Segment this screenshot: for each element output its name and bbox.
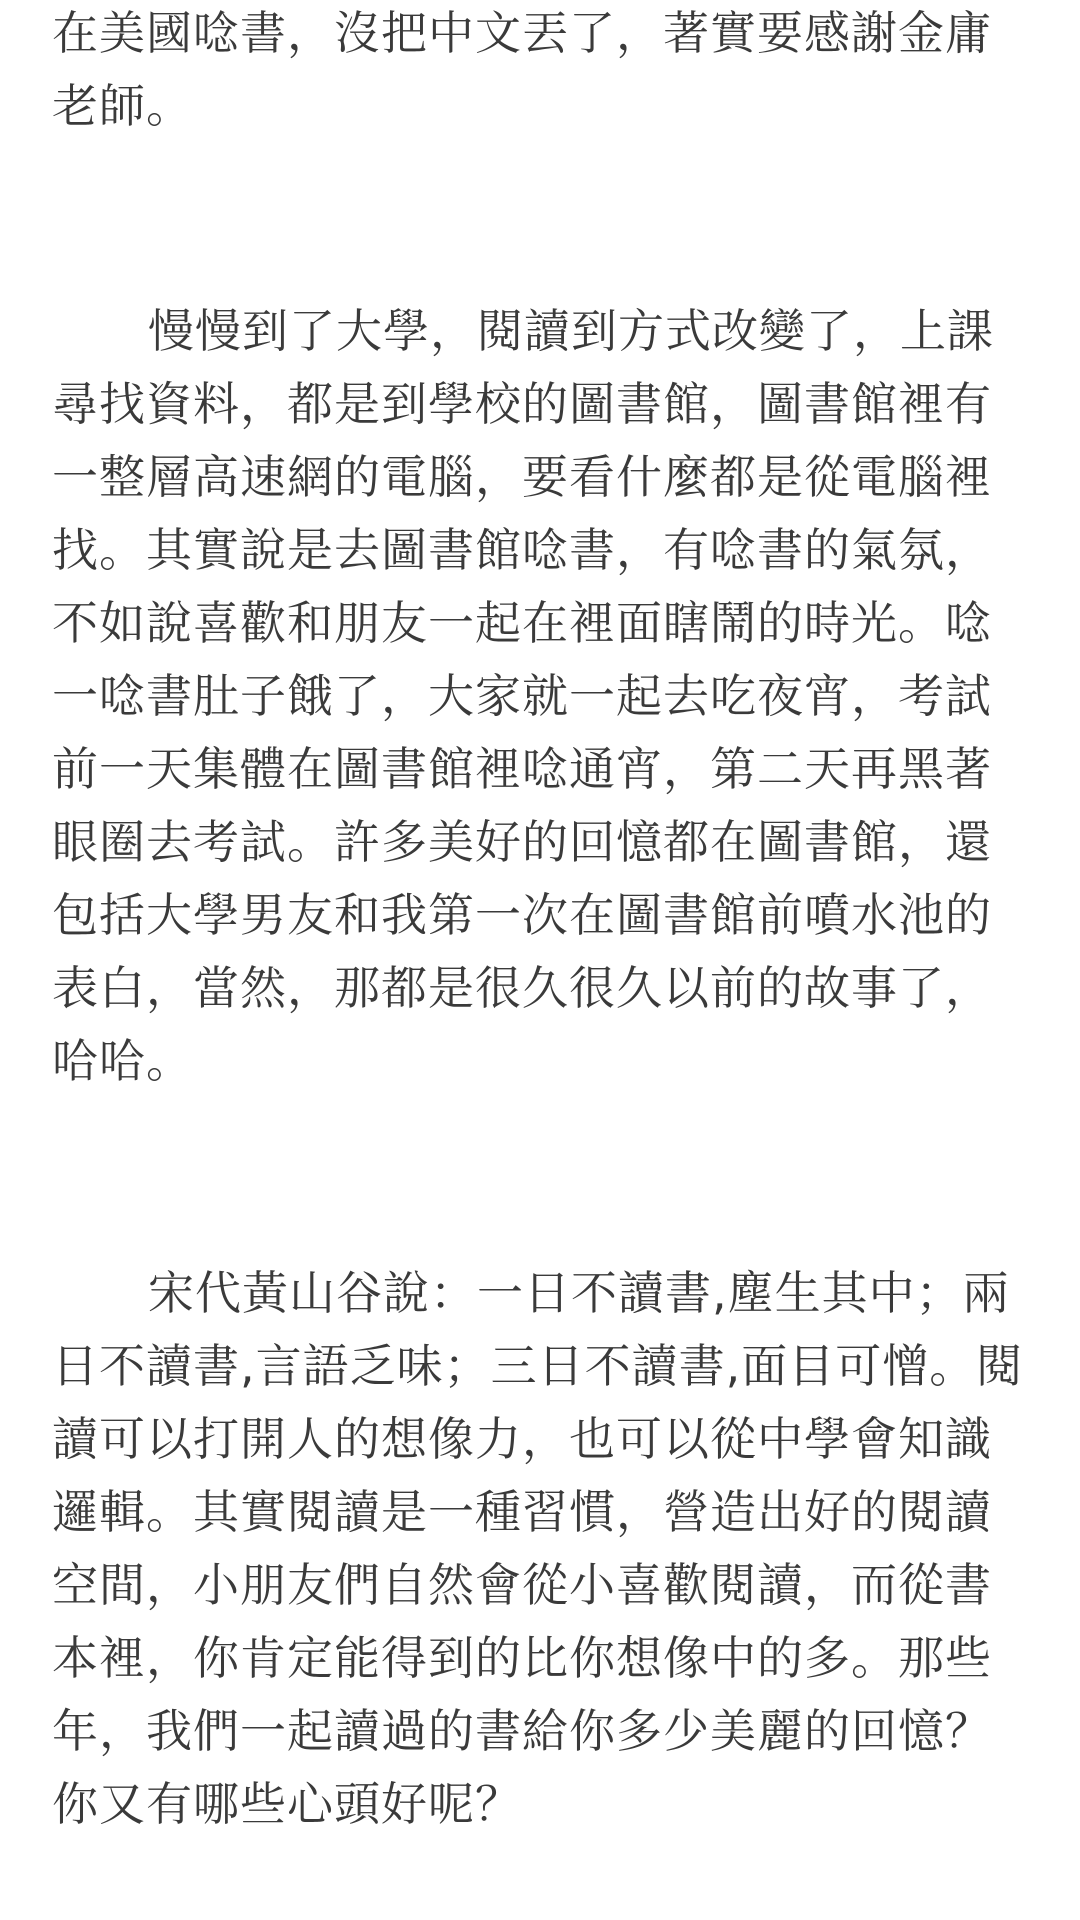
paragraph-line: 找。其實說是去圖書館唸書，有唸書的氣氛，: [52, 523, 992, 577]
paragraph-2: [52, 295, 1032, 1098]
paragraph-line: 慢慢到了大學，閱讀到方式改變了，上課: [148, 304, 994, 358]
paragraph-line: 眼圈去考試。許多美好的回憶都在圖書館，還: [52, 815, 992, 869]
paragraph-line: 你又有哪些心頭好呢？: [52, 1777, 522, 1831]
paragraph-line: 前一天集體在圖書館裡唸通宵，第二天再黑著: [52, 742, 992, 796]
paragraph-line: 在美國唸書，沒把中文丟了，著實要感謝金庸: [52, 6, 992, 60]
paragraph-line: 邏輯。其實閱讀是一種習慣，營造出好的閱讀: [52, 1485, 992, 1539]
paragraph-line: 不如說喜歡和朋友一起在裡面瞎鬧的時光。唸: [52, 596, 992, 650]
paragraph-3: [52, 1257, 1032, 1841]
paragraph-line: 宋代黃山谷說：一日不讀書,塵生其中；兩: [148, 1266, 1010, 1320]
paragraph-1: [52, 0, 1032, 143]
paragraph-line: 包括大學男友和我第一次在圖書館前噴水池的: [52, 888, 992, 942]
paragraph-line: 老師。: [52, 79, 193, 133]
paragraph-line: 尋找資料，都是到學校的圖書館，圖書館裡有: [52, 377, 992, 431]
paragraph-line: 一整層高速網的電腦，要看什麼都是從電腦裡: [52, 450, 992, 504]
paragraph-line: 讀可以打開人的想像力，也可以從中學會知識: [52, 1412, 992, 1466]
paragraph-line: 日不讀書,言語乏味；三日不讀書,面目可憎。閱: [52, 1339, 1024, 1393]
paragraph-line: 一唸書肚子餓了，大家就一起去吃夜宵，考試: [52, 669, 992, 723]
paragraph-line: 哈哈。: [52, 1034, 193, 1088]
paragraph-line: 本裡，你肯定能得到的比你想像中的多。那些: [52, 1631, 992, 1685]
paragraph-line: 年，我們一起讀過的書給你多少美麗的回憶？: [52, 1704, 992, 1758]
paragraph-line: 空間，小朋友們自然會從小喜歡閱讀，而從書: [52, 1558, 992, 1612]
paragraph-line: 表白，當然，那都是很久很久以前的故事了，: [52, 961, 992, 1015]
